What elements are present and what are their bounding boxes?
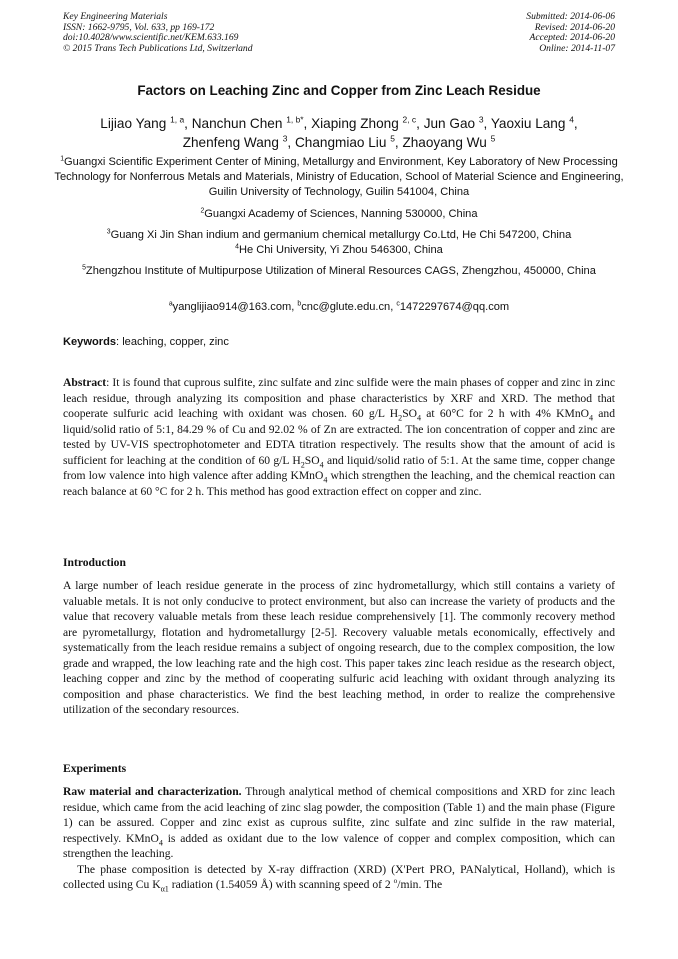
email-c: 1472297674@qq.com [399, 301, 510, 313]
affiliation-2: $^2$Guangxi Academy of Sciences, Nanning 530000, China [200, 207, 478, 220]
author-name: Zhenfeng Wang [182, 135, 279, 150]
keywords [63, 336, 615, 348]
raw-material-paragraph: Raw material and characterization. Through analytical method of chemical compositions and XRD for zinc leach residue, which came from the acid leaching of zinc slag powder, the composition (Table 1) and the main phase (Figure 1) can be assured. Copper and zinc exist as cuprous sulfite, zinc sulfate and zinc sulfide in the raw material, respectively. KMnO$_4$ is added as oxidant due to the low valence of copper and complex composition, which can strengthen the leaching. The phase composition is detected by X-ray diffraction (XRD) (X'Pert PRO, PANalytical, Holland), which is collected using Cu $K_{\alpha 1}$ radiation (1.54059 Å) with scanning speed of 2 $^o$/min. The [63, 785, 615, 894]
author-name: Jun Gao [423, 116, 476, 131]
phase-composition-paragraph: The phase composition is detected by X-ray diffraction (XRD) (X'Pert PRO, PANalytical, Holland), which is collected using Cu $K_{\alpha 1}$ radiation (1.54059 Å) with scanning speed of 2 $^o$/min. The [63, 862, 615, 894]
raw-material-label: Raw material and characterization. [63, 785, 242, 798]
keywords-text: : leaching, copper, zinc [116, 336, 229, 348]
author-affil-mark: 1, a [170, 114, 185, 125]
email-a: yanglijiao914@163.com, [172, 301, 298, 313]
author-affil-mark: 3 [282, 133, 288, 144]
abstract-label: Abstract [63, 376, 107, 389]
dates-info [526, 12, 615, 54]
introduction-text: A large number of leach residue generate in the process of zinc hydrometallurgy, which still contains a variety of valuable metals. It is not only conducive to protect environment, but also can increase the variety of products and the value that recovery valuable metals from these leach residue comprehensively [1]. The commonly recovery method are pyrometallurgy, flotation and hydrometallurgy [2-5]. Recovery valuable metals economically, effectively and systematically from the leach residue remains a subject of ongoing research, due to the complex composition, the low grade and wrapped, the low leaching rate and the high cost. This paper takes zinc leach residue as the research object, leaching copper and zinc by the method of cooperating sulfuric acid leaching with oxidant through analyzing its composition and phase characteristics. We find the best leaching method, in order to realize the comprehensive utilization of the secondary resources. [63, 579, 615, 716]
journal-doi: doi:10.4028/www.scientific.net/KEM.633.169 [63, 32, 239, 44]
affiliation-1: $^1$Guangxi Scientific Experiment Center of Mining, Metallurgy and Environment, Key Laboratory of New Processing Technology for Nonferrous Metals and Materials, Ministry of Education, School of Material Science and Engineering, Guilin University of Technology, Guilin 541004, China [54, 155, 624, 198]
author-name: Changmiao Liu [294, 135, 387, 150]
journal-copyright: © 2015 Trans Tech Publications Ltd, Switzerland [63, 42, 253, 54]
author-name: Lijiao Yang [100, 116, 167, 131]
author-list: Lijiao Yang $^{1, a}$, Nanchun Chen $^{1, b*}$, Xiaping Zhong $^{2, c}$, Jun Gao $^3$, Yaoxiu Lang $^4$, Zhenfeng Wang $^3$, Changmiao Liu $^5$, Zhaoyang Wu $^5$ [100, 114, 578, 150]
accepted-date: Accepted: 2014-06-20 [529, 32, 615, 44]
author-affil-mark: 5 [490, 133, 496, 144]
affiliation-3: $^3$Guang Xi Jin Shan indium and germanium chemical metallurgy Co.Ltd, He Chi 547200, China [106, 228, 572, 241]
keywords-label: Keywords [63, 336, 117, 348]
journal-issn: ISSN: 1662-9795, Vol. 633, pp 169-172 [63, 21, 215, 33]
affiliation-4: $^4$He Chi University, Yi Zhou 546300, China [235, 243, 443, 256]
submitted-date: Submitted: 2014-06-06 [526, 11, 615, 22]
author-name: Nanchun Chen [191, 116, 283, 131]
experiments-heading: Experiments [63, 762, 127, 775]
email-list: $^a$yanglijiao914@163.com, $^b$cnc@glute.edu.cn, $^c$1472297674@qq.com [168, 300, 510, 313]
author-affil-mark: 4 [569, 114, 574, 125]
revised-date: Revised: 2014-06-20 [534, 21, 615, 33]
journal-name: Key Engineering Materials [63, 11, 168, 22]
author-affil-mark: 2, c [402, 114, 417, 125]
author-name: Zhaoyang Wu [402, 135, 487, 150]
online-date: Online: 2014-11-07 [539, 42, 615, 54]
email-b: cnc@glute.edu.cn, [301, 301, 397, 313]
introduction-heading: Introduction [63, 556, 126, 569]
author-affil-mark: 3 [478, 114, 484, 125]
affiliation-5: $^5$Zhengzhou Institute of Multipurpose Utilization of Mineral Resources CAGS, Zhengzhou, 450000, China [82, 264, 596, 277]
journal-info [63, 12, 253, 54]
abstract: Abstract: It is found that cuprous sulfite, zinc sulfate and zinc sulfide were the main phases of copper and zinc in zinc leach residue, through analyzing its composition and phase characteristics by XRF and XRD. The method that cooperate sulfuric acid leaching with oxidant was chosen. 60 g/L $H_2SO_4$ at 60°C for 2 h with 4% KMnO$_4$ and liquid/solid ratio of 5:1, 84.29 % of Cu and 92.02 % of Zn are extracted. The ion concentration of copper and zinc are tested by UV-VIS spectrophotometer and EDTA titration respectively. The results show that the amount of acid is sufficient for leaching at the condition of 60 g/L $H_2SO_4$ and liquid/solid ratio of 5:1. At the same time, copper change from low valence into high valence after adding KMnO$_4$ which strengthen the leaching, and the chemical reaction can reach balance at 60 °C for 2 h. This method has good extraction effect on copper and zinc. [63, 376, 615, 498]
author-name: Yaoxiu Lang [490, 116, 566, 131]
author-name: Xiaping Zhong [311, 116, 399, 131]
author-affil-mark: 1, b* [286, 114, 304, 125]
author-affil-mark: 5 [390, 133, 395, 144]
paper-title: Factors on Leaching Zinc and Copper from Zinc Leach Residue [137, 83, 541, 98]
